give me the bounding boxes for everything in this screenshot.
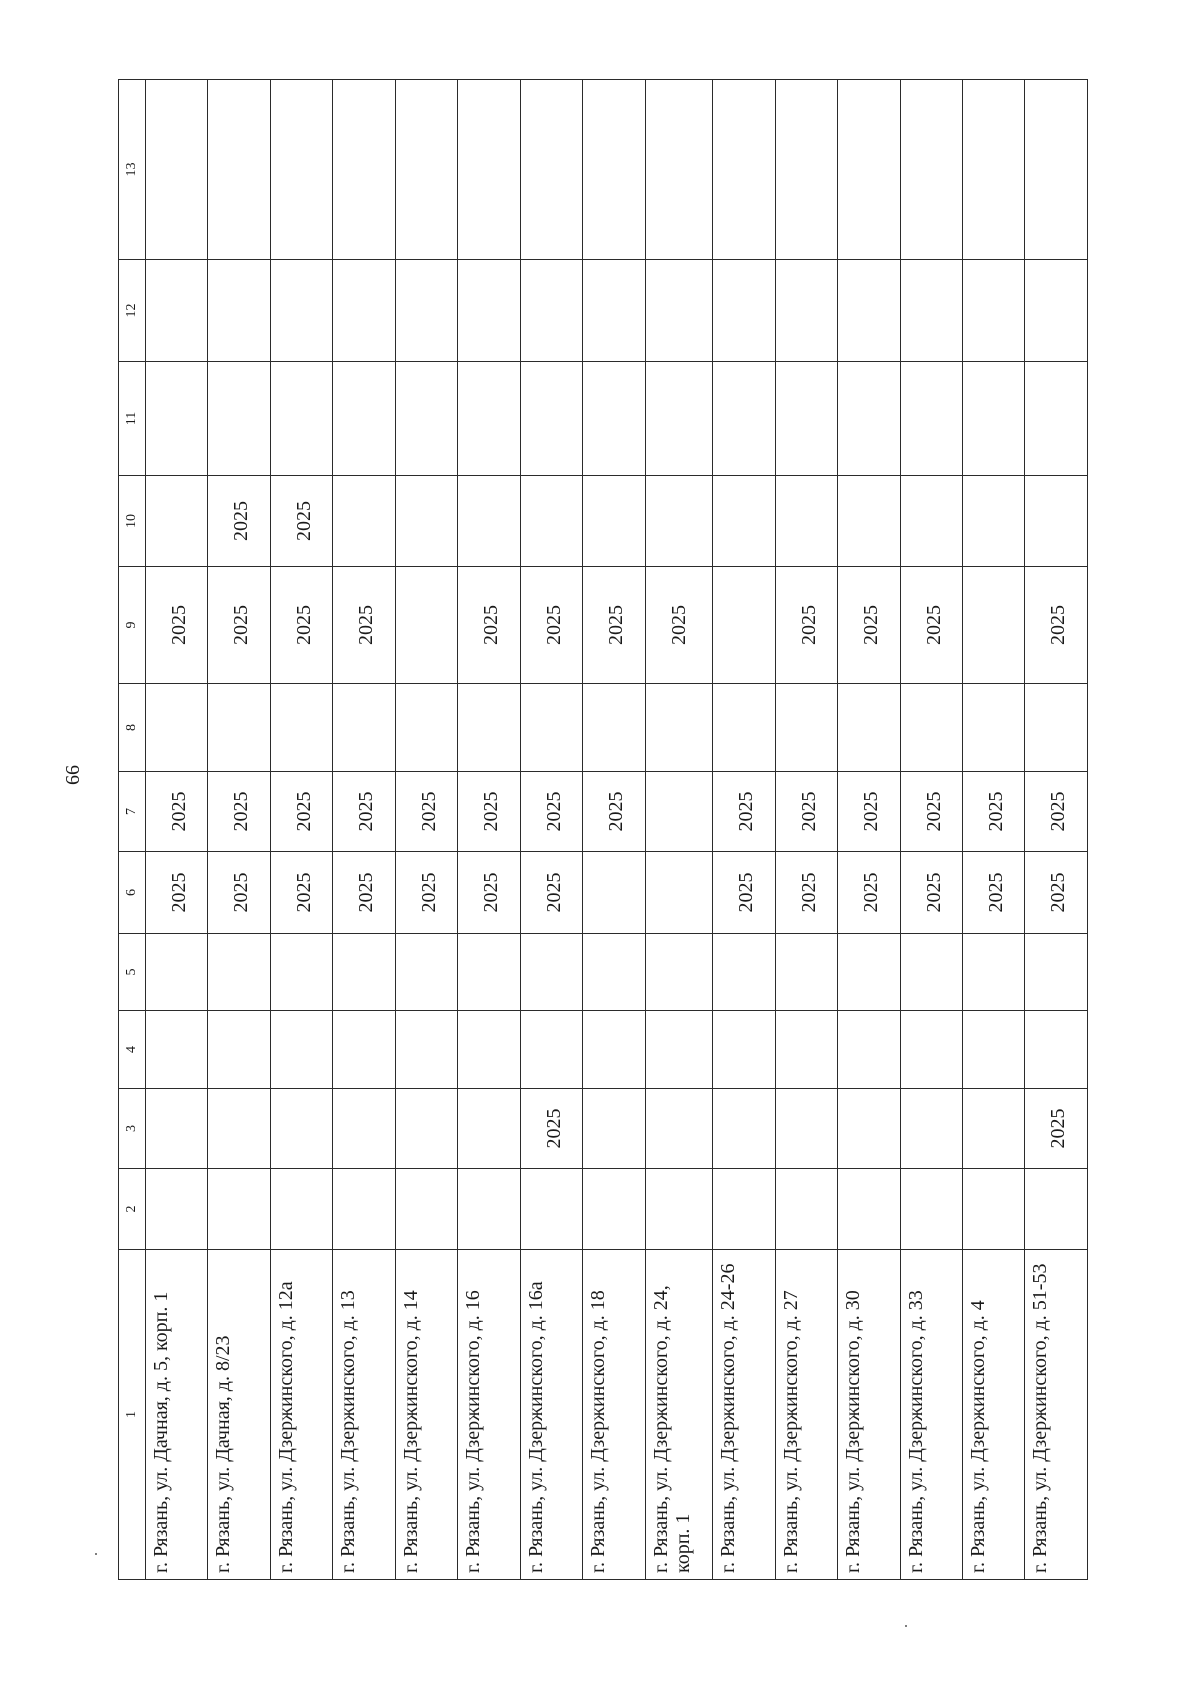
scan-speck	[905, 1625, 907, 1627]
year-cell	[395, 362, 457, 476]
year-cell	[838, 1011, 900, 1089]
page-number: 66	[62, 765, 84, 785]
year-cell	[962, 684, 1024, 772]
year-cell	[645, 476, 713, 567]
year-cell	[962, 476, 1024, 567]
year-cell	[146, 1011, 208, 1089]
year-cell	[395, 1011, 457, 1089]
year-cell	[583, 362, 645, 476]
year-cell: 2025	[1025, 852, 1088, 934]
address-cell: г. Рязань, ул. Дзержинского, д. 51-53	[1025, 1250, 1088, 1580]
year-cell	[146, 80, 208, 260]
year-cell	[395, 476, 457, 567]
year-cell	[713, 567, 775, 684]
year-cell	[395, 567, 457, 684]
year-cell	[713, 1169, 775, 1250]
scan-speck	[95, 1553, 97, 1555]
year-cell	[1025, 476, 1088, 567]
year-cell	[208, 260, 270, 362]
year-cell	[962, 567, 1024, 684]
column-number-header: 2	[119, 1169, 146, 1250]
year-cell	[395, 934, 457, 1011]
year-cell	[583, 1011, 645, 1089]
year-cell	[520, 476, 582, 567]
year-cell	[1025, 1169, 1088, 1250]
year-cell	[962, 80, 1024, 260]
document-table	[118, 79, 1088, 1580]
year-cell: 2025	[838, 772, 900, 852]
column-number-header: 8	[119, 684, 146, 772]
year-cell	[146, 1089, 208, 1169]
year-cell	[458, 80, 520, 260]
year-cell	[458, 362, 520, 476]
table-row	[333, 80, 395, 1580]
year-cell	[583, 476, 645, 567]
year-cell: 2025	[333, 567, 395, 684]
year-cell	[1025, 934, 1088, 1011]
year-cell	[270, 260, 332, 362]
address-cell: г. Рязань, ул. Дзержинского, д. 27	[775, 1250, 837, 1580]
year-cell	[713, 684, 775, 772]
year-cell	[395, 80, 457, 260]
year-cell	[645, 260, 713, 362]
year-cell: 2025	[208, 852, 270, 934]
year-cell: 2025	[208, 476, 270, 567]
year-cell: 2025	[270, 852, 332, 934]
year-cell	[208, 1089, 270, 1169]
year-cell	[395, 1089, 457, 1169]
year-cell: 2025	[520, 1089, 582, 1169]
year-cell: 2025	[270, 772, 332, 852]
year-cell	[395, 1169, 457, 1250]
year-cell	[645, 772, 713, 852]
year-cell: 2025	[146, 852, 208, 934]
address-cell: г. Рязань, ул. Дзержинского, д. 12а	[270, 1250, 332, 1580]
table-row	[775, 80, 837, 1580]
year-cell	[1025, 684, 1088, 772]
year-cell: 2025	[395, 772, 457, 852]
year-cell: 2025	[962, 772, 1024, 852]
year-cell	[838, 684, 900, 772]
year-cell	[645, 684, 713, 772]
year-cell	[900, 260, 962, 362]
table-row	[208, 80, 270, 1580]
year-cell	[333, 362, 395, 476]
year-cell	[270, 934, 332, 1011]
year-cell	[900, 362, 962, 476]
year-cell	[838, 1089, 900, 1169]
year-cell	[270, 1169, 332, 1250]
year-cell	[900, 1089, 962, 1169]
year-cell: 2025	[333, 772, 395, 852]
year-cell	[583, 1169, 645, 1250]
year-cell	[583, 260, 645, 362]
year-cell	[645, 1011, 713, 1089]
address-cell: г. Рязань, ул. Дзержинского, д. 13	[333, 1250, 395, 1580]
year-cell	[775, 476, 837, 567]
year-cell	[208, 80, 270, 260]
year-cell	[900, 684, 962, 772]
column-number-header: 9	[119, 567, 146, 684]
address-cell: г. Рязань, ул. Дзержинского, д. 24, корп. 1	[645, 1250, 713, 1580]
table-row	[146, 80, 208, 1580]
address-cell: г. Рязань, ул. Дзержинского, д. 14	[395, 1250, 457, 1580]
year-cell	[583, 80, 645, 260]
year-cell	[458, 934, 520, 1011]
year-cell	[775, 260, 837, 362]
year-cell	[395, 260, 457, 362]
year-cell	[458, 1089, 520, 1169]
year-cell	[713, 1089, 775, 1169]
table-row	[458, 80, 520, 1580]
year-cell: 2025	[900, 852, 962, 934]
year-cell	[520, 1169, 582, 1250]
year-cell	[520, 1011, 582, 1089]
column-number-header: 12	[119, 260, 146, 362]
year-cell	[775, 1089, 837, 1169]
year-cell: 2025	[146, 772, 208, 852]
year-cell	[146, 476, 208, 567]
year-cell	[713, 80, 775, 260]
year-cell: 2025	[838, 567, 900, 684]
year-cell: 2025	[583, 567, 645, 684]
year-cell	[645, 934, 713, 1011]
year-cell	[838, 934, 900, 1011]
year-cell: 2025	[395, 852, 457, 934]
rotated-table-container	[118, 80, 1088, 1580]
column-number-header: 7	[119, 772, 146, 852]
year-cell: 2025	[520, 852, 582, 934]
address-cell: г. Рязань, ул. Дзержинского, д. 30	[838, 1250, 900, 1580]
year-cell	[333, 1089, 395, 1169]
column-number-header: 1	[119, 1250, 146, 1580]
year-cell	[775, 684, 837, 772]
table-row	[900, 80, 962, 1580]
year-cell	[270, 1011, 332, 1089]
year-cell	[962, 1169, 1024, 1250]
address-cell: г. Рязань, ул. Дзержинского, д. 33	[900, 1250, 962, 1580]
year-cell	[458, 1169, 520, 1250]
year-cell: 2025	[1025, 772, 1088, 852]
year-cell	[333, 684, 395, 772]
year-cell: 2025	[838, 852, 900, 934]
year-cell	[208, 362, 270, 476]
year-cell: 2025	[208, 772, 270, 852]
year-cell	[270, 684, 332, 772]
year-cell	[900, 934, 962, 1011]
address-cell: г. Рязань, ул. Дзержинского, д. 24-26	[713, 1250, 775, 1580]
year-cell	[520, 80, 582, 260]
column-number-header: 13	[119, 80, 146, 260]
year-cell	[838, 260, 900, 362]
year-cell: 2025	[583, 772, 645, 852]
year-cell	[645, 362, 713, 476]
year-cell: 2025	[208, 567, 270, 684]
year-cell	[146, 684, 208, 772]
year-cell	[713, 934, 775, 1011]
year-cell	[458, 260, 520, 362]
year-cell	[270, 80, 332, 260]
address-cell: г. Рязань, ул. Дачная, д. 8/23	[208, 1250, 270, 1580]
year-cell	[713, 362, 775, 476]
year-cell: 2025	[270, 567, 332, 684]
year-cell	[645, 852, 713, 934]
year-cell: 2025	[458, 772, 520, 852]
year-cell	[962, 1011, 1024, 1089]
year-cell	[333, 934, 395, 1011]
year-cell	[645, 1169, 713, 1250]
year-cell	[333, 1011, 395, 1089]
year-cell	[583, 934, 645, 1011]
year-cell	[775, 934, 837, 1011]
year-cell: 2025	[520, 567, 582, 684]
year-cell	[713, 476, 775, 567]
year-cell	[520, 260, 582, 362]
year-cell	[458, 476, 520, 567]
year-cell	[962, 362, 1024, 476]
table-row	[270, 80, 332, 1580]
year-cell	[838, 476, 900, 567]
table-row	[713, 80, 775, 1580]
year-cell	[520, 362, 582, 476]
year-cell: 2025	[713, 852, 775, 934]
address-cell: г. Рязань, ул. Дзержинского, д. 4	[962, 1250, 1024, 1580]
year-cell	[458, 1011, 520, 1089]
table-row	[1025, 80, 1088, 1580]
year-cell	[333, 260, 395, 362]
year-cell: 2025	[333, 852, 395, 934]
year-cell	[583, 1089, 645, 1169]
year-cell	[146, 260, 208, 362]
year-cell: 2025	[645, 567, 713, 684]
year-cell	[900, 80, 962, 260]
year-cell	[713, 1011, 775, 1089]
column-number-header: 6	[119, 852, 146, 934]
year-cell	[146, 362, 208, 476]
year-cell	[838, 1169, 900, 1250]
year-cell	[838, 362, 900, 476]
year-cell: 2025	[900, 567, 962, 684]
year-cell: 2025	[775, 852, 837, 934]
address-cell: г. Рязань, ул. Дзержинского, д. 18	[583, 1250, 645, 1580]
year-cell	[395, 684, 457, 772]
year-cell	[1025, 260, 1088, 362]
year-cell	[146, 934, 208, 1011]
year-cell	[333, 80, 395, 260]
year-cell	[208, 1169, 270, 1250]
year-cell	[838, 80, 900, 260]
year-cell	[775, 1169, 837, 1250]
column-number-header: 11	[119, 362, 146, 476]
year-cell	[583, 852, 645, 934]
year-cell	[458, 684, 520, 772]
year-cell	[900, 476, 962, 567]
table-row	[583, 80, 645, 1580]
year-cell	[900, 1011, 962, 1089]
table-row	[395, 80, 457, 1580]
year-cell	[713, 260, 775, 362]
year-cell	[146, 1169, 208, 1250]
table-row	[962, 80, 1024, 1580]
year-cell	[333, 1169, 395, 1250]
year-cell	[775, 362, 837, 476]
table-row	[645, 80, 713, 1580]
year-cell: 2025	[962, 852, 1024, 934]
column-number-header: 5	[119, 934, 146, 1011]
year-cell	[1025, 1011, 1088, 1089]
header-row	[119, 80, 146, 1580]
address-cell: г. Рязань, ул. Дзержинского, д. 16а	[520, 1250, 582, 1580]
year-cell: 2025	[775, 772, 837, 852]
year-cell: 2025	[520, 772, 582, 852]
year-cell	[900, 1169, 962, 1250]
year-cell	[520, 934, 582, 1011]
year-cell	[208, 1011, 270, 1089]
year-cell	[333, 476, 395, 567]
year-cell: 2025	[775, 567, 837, 684]
column-number-header: 3	[119, 1089, 146, 1169]
year-cell: 2025	[270, 476, 332, 567]
year-cell	[962, 1089, 1024, 1169]
year-cell	[208, 934, 270, 1011]
year-cell	[645, 80, 713, 260]
year-cell: 2025	[1025, 567, 1088, 684]
year-cell	[270, 1089, 332, 1169]
column-number-header: 10	[119, 476, 146, 567]
year-cell: 2025	[458, 567, 520, 684]
year-cell	[962, 934, 1024, 1011]
column-number-header: 4	[119, 1011, 146, 1089]
year-cell	[962, 260, 1024, 362]
year-cell: 2025	[1025, 1089, 1088, 1169]
year-cell	[270, 362, 332, 476]
year-cell	[775, 1011, 837, 1089]
address-cell: г. Рязань, ул. Дачная, д. 5, корп. 1	[146, 1250, 208, 1580]
year-cell	[208, 684, 270, 772]
year-cell	[520, 684, 582, 772]
table-row	[520, 80, 582, 1580]
year-cell	[1025, 80, 1088, 260]
year-cell	[645, 1089, 713, 1169]
year-cell: 2025	[146, 567, 208, 684]
year-cell: 2025	[900, 772, 962, 852]
year-cell	[583, 684, 645, 772]
year-cell	[775, 80, 837, 260]
address-cell: г. Рязань, ул. Дзержинского, д. 16	[458, 1250, 520, 1580]
year-cell: 2025	[713, 772, 775, 852]
table-row	[838, 80, 900, 1580]
year-cell	[1025, 362, 1088, 476]
year-cell: 2025	[458, 852, 520, 934]
